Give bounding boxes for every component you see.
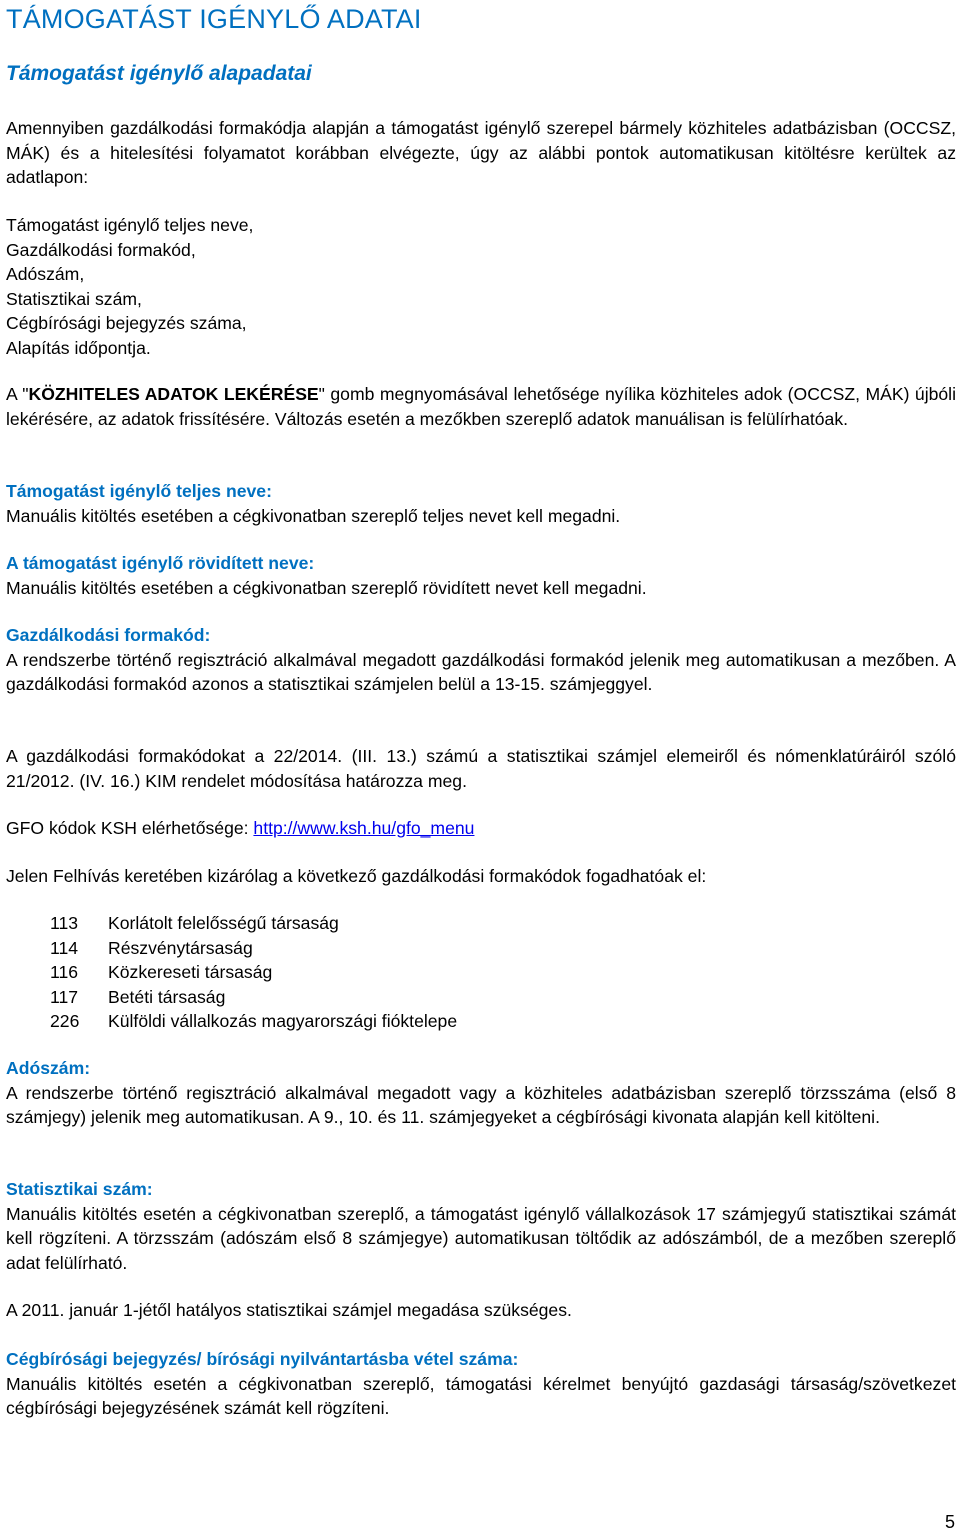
code-label: Részvénytársaság	[108, 937, 253, 958]
code-label: Korlátolt felelősségű társaság	[108, 913, 339, 933]
gfo-label: GFO kódok KSH elérhetősége:	[6, 818, 254, 838]
list-item: Alapítás időpontja.	[6, 337, 151, 358]
list-item	[50, 960, 457, 985]
section-heading: Statisztikai szám:	[6, 1179, 153, 1199]
code-number: 117	[50, 986, 79, 1007]
section-text: Manuális kitöltés esetében a cégkivonatban szereplő teljes nevet kell megadni.	[6, 505, 621, 526]
section-text: A rendszerbe történő regisztráció alkalmával megadott gazdálkodási formakód jelenik meg automatikusan a mezőben. A gazdálkodási formakód azonos a statisztikai számjelen belül a 13-15. számjeggyel.	[6, 649, 956, 694]
code-label: Külföldi vállalkozás magyarországi fióktelepe	[108, 1011, 458, 1031]
update-note-prefix: A "	[6, 384, 29, 404]
section-text: Manuális kitöltés esetén a cégkivonatban szereplő, a támogatást igénylő vállalkozások 17 számjegyű statisztikai számát kell rögzíteni. A törzsszám (adószám első 8 számjegye) automatikusan töltődik az adószámból, de a mezőben szereplő adat felülírható.	[6, 1203, 956, 1273]
update-note-suffix: " gomb megnyomásával lehetősége nyílika közhiteles adok (OCCSZ, MÁK) újbóli lekérésére, az adatok frissítésére. Változás esetén a mezőkben szereplő adatok manuálisan is felülírhatóak.	[6, 384, 956, 429]
section-short-name	[6, 551, 956, 600]
list-item: Gazdálkodási formakód,	[6, 239, 196, 260]
list-item	[50, 911, 457, 936]
section-heading: Gazdálkodási formakód:	[6, 625, 211, 645]
section-heading: Cégbírósági bejegyzés/ bírósági nyilvántartásba vétel száma:	[6, 1349, 519, 1369]
list-item: Cégbírósági bejegyzés száma,	[6, 313, 247, 333]
list-item	[50, 936, 457, 961]
section-text: Manuális kitöltés esetében a cégkivonatban szereplő rövidített nevet kell megadni.	[6, 577, 647, 598]
code-number: 114	[50, 937, 79, 958]
code-label: Közkereseti társaság	[108, 962, 273, 982]
section-form-code	[6, 623, 956, 697]
list-item: Támogatást igénylő teljes neve,	[6, 215, 254, 235]
section-full-name	[6, 479, 956, 528]
section-court-registration	[6, 1347, 956, 1421]
stat-number-note: A 2011. január 1-jétől hatályos statisztikai számjel megadása szükséges.	[6, 1300, 572, 1320]
code-label: Betéti társaság	[108, 986, 226, 1007]
section-text: A rendszerbe történő regisztráció alkalmával megadott vagy a közhiteles adatbázisban szereplő törzsszáma (első 8 számjegy) jelenik meg automatikusan. A 9., 10. és 11. számjegyeket a cégbírósági kivonata alapján kell kitölteni.	[6, 1082, 956, 1127]
list-item: Statisztikai szám,	[6, 288, 142, 309]
intro-paragraph: Amennyiben gazdálkodási formakódja alapján a támogatást igénylő szerepel bármely közhiteles adatbázisban (OCCSZ, MÁK) és a hitelesítési folyamatot korábban elvégezte, úgy az alábbi pontok automatikusan kitöltésre kerültek az adatlapon:	[6, 118, 956, 187]
code-number: 116	[50, 962, 79, 982]
query-button-label: KÖZHITELES ADATOK LEKÉRÉSE	[28, 384, 319, 404]
auto-field-list	[6, 213, 956, 360]
section-heading: Támogatást igénylő teljes neve:	[6, 481, 272, 501]
page-subtitle: Támogatást igénylő alapadatai	[6, 62, 312, 85]
gfo-link[interactable]: http://www.ksh.hu/gfo_menu	[253, 818, 475, 838]
section-heading: A támogatást igénylő rövidített neve:	[6, 553, 315, 573]
page-title: TÁMOGATÁST IGÉNYLŐ ADATAI	[6, 4, 422, 34]
section-stat-number	[6, 1177, 956, 1275]
code-number: 226	[50, 1011, 80, 1031]
page-number: 5	[944, 1512, 955, 1532]
form-code-list	[50, 911, 457, 1034]
list-item: Adószám,	[6, 264, 85, 284]
list-item	[50, 1009, 457, 1034]
code-number: 113	[50, 913, 79, 933]
list-item	[50, 985, 457, 1010]
section-heading: Adószám:	[6, 1058, 91, 1078]
accepted-codes-intro: Jelen Felhívás keretében kizárólag a következő gazdálkodási formakódok fogadhatóak el:	[6, 866, 707, 886]
gfo-line	[6, 816, 956, 841]
section-text: Manuális kitöltés esetén a cégkivonatban szereplő, támogatási kérelmet benyújtó gazdasági társaság/szövetkezet cégbírósági bejegyzésének számát kell rögzíteni.	[6, 1373, 956, 1418]
update-note	[6, 382, 956, 431]
form-code-regulation: A gazdálkodási formakódokat a 22/2014. (III. 13.) számú a statisztikai számjel elemeiről és nómenklatúráiról szóló 21/2012. (IV. 16.) KIM rendelet módosítása határozza meg.	[6, 746, 956, 791]
section-tax-number	[6, 1056, 956, 1130]
